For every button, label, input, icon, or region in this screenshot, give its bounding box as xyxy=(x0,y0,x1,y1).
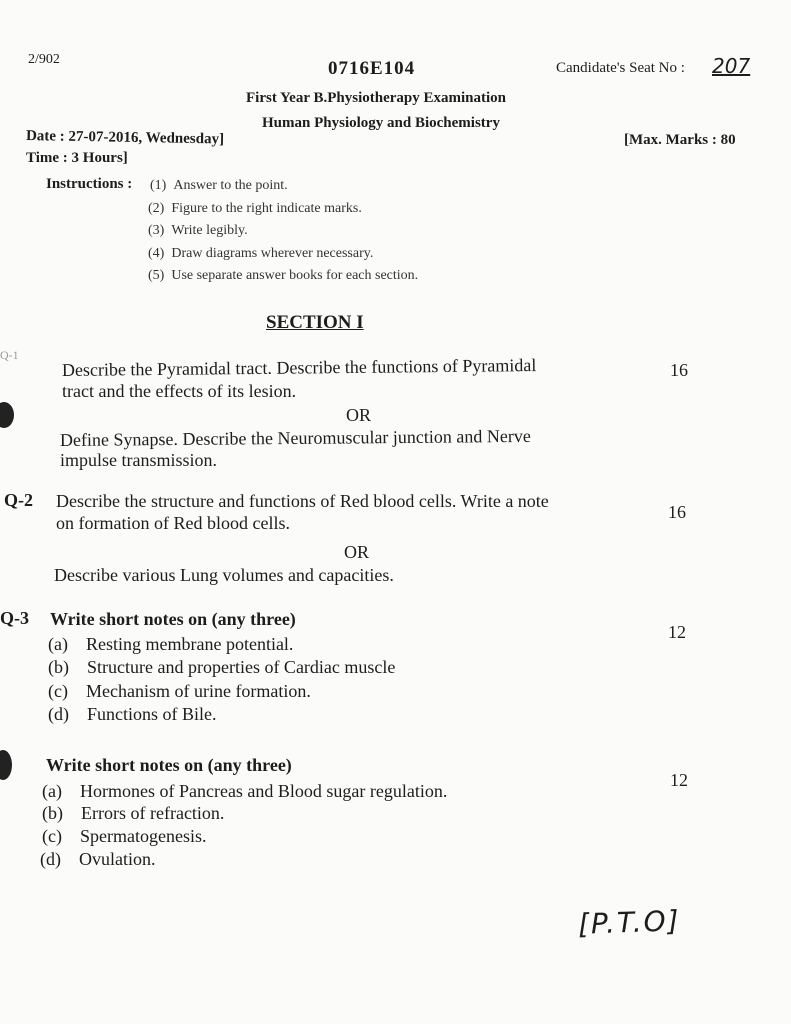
list-item: (a) Hormones of Pancreas and Blood sugar regulation. xyxy=(42,781,448,801)
q2-marks: 16 xyxy=(668,502,686,522)
instruction-item: (1) Answer to the point. xyxy=(150,178,288,193)
instructions-label: Instructions : xyxy=(46,176,133,192)
q4-title: Write short notes on (any three) xyxy=(46,755,292,775)
list-item: (d) Ovulation. xyxy=(40,849,156,869)
q2-alt-line1: Describe various Lung volumes and capacities. xyxy=(54,565,394,585)
punch-hole-shadow xyxy=(0,402,14,428)
q1-alt-line2: impulse transmission. xyxy=(60,450,217,470)
q2-label: Q-2 xyxy=(4,490,33,510)
max-marks: [Max. Marks : 80 xyxy=(624,132,736,148)
q2-line2: on formation of Red blood cells. xyxy=(56,513,290,533)
instruction-item: (4) Draw diagrams wherever necessary. xyxy=(148,246,374,261)
list-item: (c) Mechanism of urine formation. xyxy=(48,681,311,701)
q1-label: Q-1 xyxy=(0,348,19,362)
paper-code: 0716E104 xyxy=(328,58,416,79)
q1-marks: 16 xyxy=(670,360,688,380)
instruction-item: (3) Write legibly. xyxy=(148,223,248,238)
exam-time: Time : 3 Hours] xyxy=(26,150,128,166)
exam-date: Date : 27-07-2016, Wednesday] xyxy=(25,128,225,148)
seat-number-handwritten: 207 xyxy=(712,54,751,78)
q2-line1: Describe the structure and functions of Red blood cells. Write a note xyxy=(56,491,549,511)
section-title: SECTION I xyxy=(266,312,364,333)
list-item: (c) Spermatogenesis. xyxy=(42,826,207,846)
list-item: (d) Functions of Bile. xyxy=(48,704,217,724)
q1-or: OR xyxy=(346,405,372,425)
list-item: (a) Resting membrane potential. xyxy=(48,634,294,654)
q1-line1: Describe the Pyramidal tract. Describe the functions of Pyramidal xyxy=(61,355,537,380)
q4-marks: 12 xyxy=(670,770,688,790)
q3-marks: 12 xyxy=(668,622,686,642)
q2-or: OR xyxy=(344,542,370,562)
subject-title: Human Physiology and Biochemistry xyxy=(262,115,500,131)
top-left-code: 2/902 xyxy=(28,52,60,67)
pto-handwritten: [P.T.O] xyxy=(577,904,682,941)
q1-line2: tract and the effects of its lesion. xyxy=(62,381,297,401)
exam-title: First Year B.Physiotherapy Examination xyxy=(246,90,507,106)
q1-alt-line1: Define Synapse. Describe the Neuromuscular junction and Nerve xyxy=(59,425,531,450)
seat-label: Candidate's Seat No : xyxy=(556,60,685,76)
q3-label: Q-3 xyxy=(0,608,29,628)
instruction-item: (2) Figure to the right indicate marks. xyxy=(148,201,362,216)
punch-hole-shadow xyxy=(0,750,12,780)
instruction-item: (5) Use separate answer books for each section. xyxy=(148,268,419,283)
q3-title: Write short notes on (any three) xyxy=(50,609,296,629)
list-item: (b) Structure and properties of Cardiac muscle xyxy=(48,657,396,677)
list-item: (b) Errors of refraction. xyxy=(42,803,225,823)
